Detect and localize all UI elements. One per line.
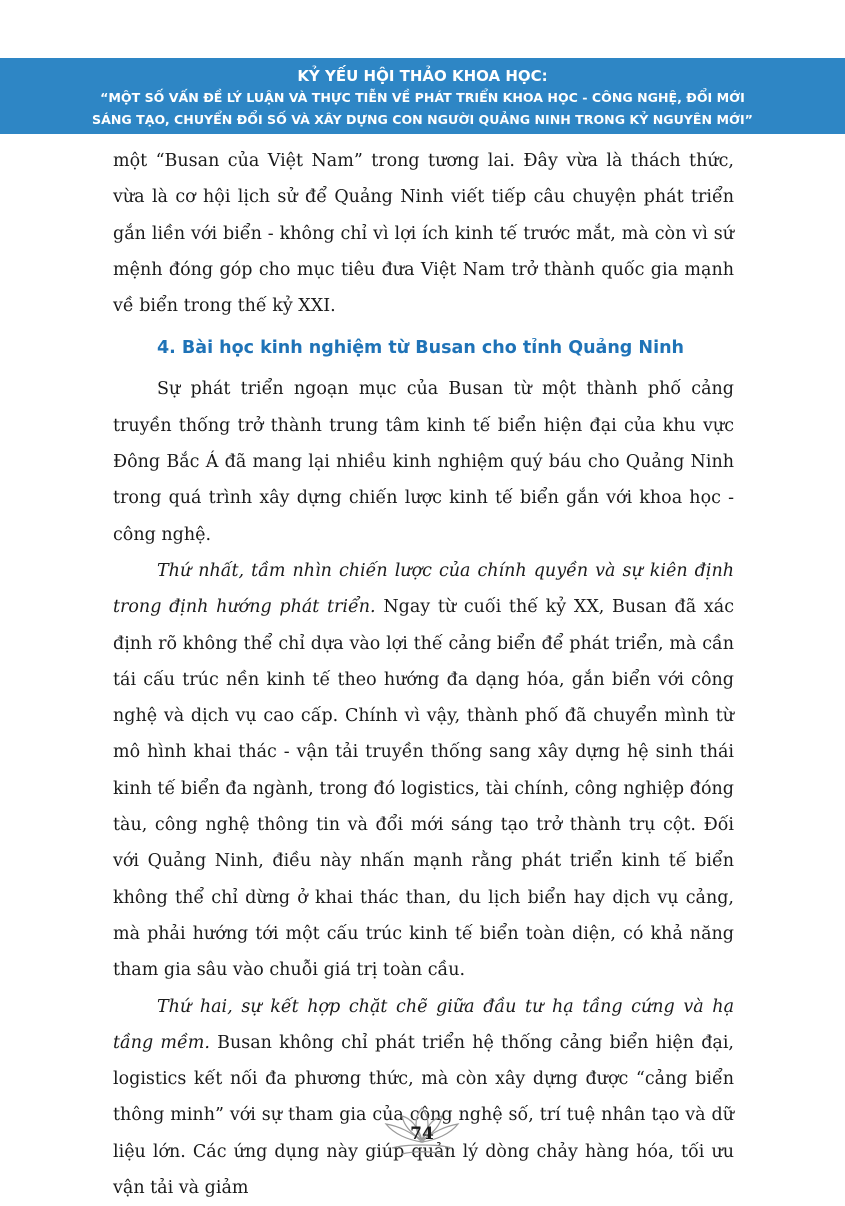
paragraph-first-lesson [113,553,734,989]
paragraph-intro: Sự phát triển ngoạn mục của Busan từ một thành phố cảng truyền thống trở thành trung tâm kinh tế biển hiện đại của khu vực Đông Bắc Á đã mang lại nhiều kinh nghiệm quý báu cho Quảng Ninh trong quá trình xây dựng chiến lược kinh tế biển gắn với khoa học - công nghệ. [113,379,734,545]
second-lesson-text: Busan không chỉ phát triển hệ thống cảng biển hiện đại, logistics kết nối đa phương thức, mà còn xây dựng được “cảng biển thông minh” với sự tham gia của công nghệ số, trí tuệ nhân tạo và dữ liệu lớn. Các ứng dụng này giúp quản lý dòng chảy hàng hóa, tối ưu vận tải và giảm [113,1032,734,1199]
paragraph-second-lesson [113,989,734,1206]
header-line-2: “MỘT SỐ VẤN ĐỀ LÝ LUẬN VÀ THỰC TIỄN VỀ PHÁT TRIỂN KHOA HỌC - CÔNG NGHỆ, ĐỔI MỚI [100,90,745,105]
second-lesson-lead: Thứ hai, sự kết hợp chặt chẽ giữa đầu tư hạ tầng cứng và hạ tầng mềm. [113,996,734,1053]
page-body [113,143,734,1206]
paragraph-continuation: một “Busan của Việt Nam” trong tương lai. Đây vừa là thách thức, vừa là cơ hội lịch sử để Quảng Ninh viết tiếp câu chuyện phát triển gắn liền với biển - không chỉ vì lợi ích kinh tế trước mắt, mà còn vì sứ mệnh đóng góp cho mục tiêu đưa Việt Nam trở thành quốc gia mạnh về biển trong thế kỷ XXI. [113,151,734,317]
page-number: 74 [410,1124,434,1144]
header-line-1: KỶ YẾU HỘI THẢO KHOA HỌC: [297,67,548,85]
page-footer [372,1104,472,1160]
first-lesson-text: Ngay từ cuối thế kỷ XX, Busan đã xác định rõ không thể chỉ dựa vào lợi thế cảng biển để phát triển, mà cần tái cấu trúc nền kinh tế theo hướng đa dạng hóa, gắn biển với công nghệ và dịch vụ cao cấp. Chính vì vậy, thành phố đã chuyển mình từ mô hình khai thác - vận tải truyền thống sang xây dựng hệ sinh thái kinh tế biển đa ngành, trong đó logistics, tài chính, công nghiệp đóng tàu, công nghệ thông tin và đổi mới sáng tạo trở thành trụ cột. Đối với Quảng Ninh, điều này nhấn mạnh rằng phát triển kinh tế biển không thể chỉ dừng ở khai thác than, du lịch biển hay dịch vụ cảng, mà phải hướng tới một cấu trúc kinh tế biển toàn diện, có khả năng tham gia sâu vào chuỗi giá trị toàn cầu. [113,597,734,981]
section-heading: 4. Bài học kinh nghiệm từ Busan cho tỉnh Quảng Ninh [157,338,684,359]
header-line-3: SÁNG TẠO, CHUYỂN ĐỔI SỐ VÀ XÂY DỰNG CON NGƯỜI QUẢNG NINH TRONG KỶ NGUYÊN MỚI” [92,112,753,127]
document-header-banner [0,58,845,134]
first-lesson-lead: Thứ nhất, tầm nhìn chiến lược của chính quyền và sự kiên định trong định hướng phát triển. [113,560,734,618]
